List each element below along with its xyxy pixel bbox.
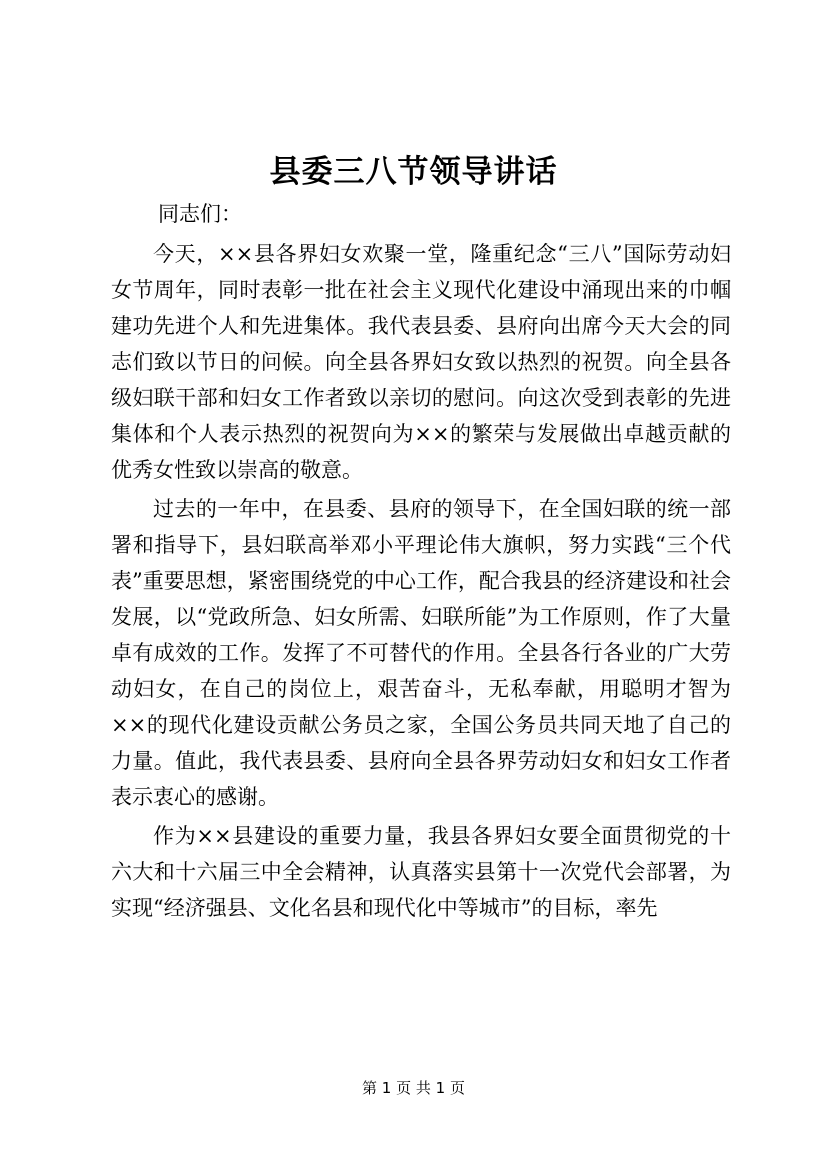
paragraph: 今天，××县各界妇女欢聚一堂，隆重纪念“三八”国际劳动妇女节周年，同时表彰一批在社会主义现代化建设中涌现出来的巾帼建功先进个人和先进集体。我代表县委、县府向出席今天大会的同志们致以节日的问候。向全县各界妇女致以热烈的祝贺。向全县各级妇联干部和妇女工作者致以亲切的慰问。向这次受到表彰的先进集体和个人表示热烈的祝贺向为××的繁荣与发展做出卓越贡献的优秀女性致以崇高的敬意。 <box>111 242 731 482</box>
paragraph: 作为××县建设的重要力量，我县各界妇女要全面贯彻党的十六大和十六届三中全会精神，认真落实县第十一次党代会部署，为实现“经济强县、文化名县和现代化中等城市”的目标，率先 <box>111 824 731 920</box>
page-number-footer: 第 1 页 共 1 页 <box>362 1079 465 1097</box>
paragraph: 过去的一年中，在县委、县府的领导下，在全国妇联的统一部署和指导下，县妇联高举邓小平理论伟大旗帜，努力实践“三个代表”重要思想，紧密围绕党的中心工作，配合我县的经济建设和社会发展，以“党政所急、妇女所需、妇联所能”为工作原则，作了大量卓有成效的工作。发挥了不可替代的作用。全县各行各业的广大劳动妇女，在自己的岗位上，艰苦奋斗，无私奉献，用聪明才智为××的现代化建设贡献公务员之家，全国公务员共同天地了自己的力量。值此，我代表县委、县府向全县各界劳动妇女和妇女工作者表示衷心的感谢。 <box>111 497 731 809</box>
salutation: 同志们： <box>158 202 242 226</box>
document-title: 县委三八节领导讲话 <box>269 154 558 190</box>
document-body <box>111 236 731 926</box>
